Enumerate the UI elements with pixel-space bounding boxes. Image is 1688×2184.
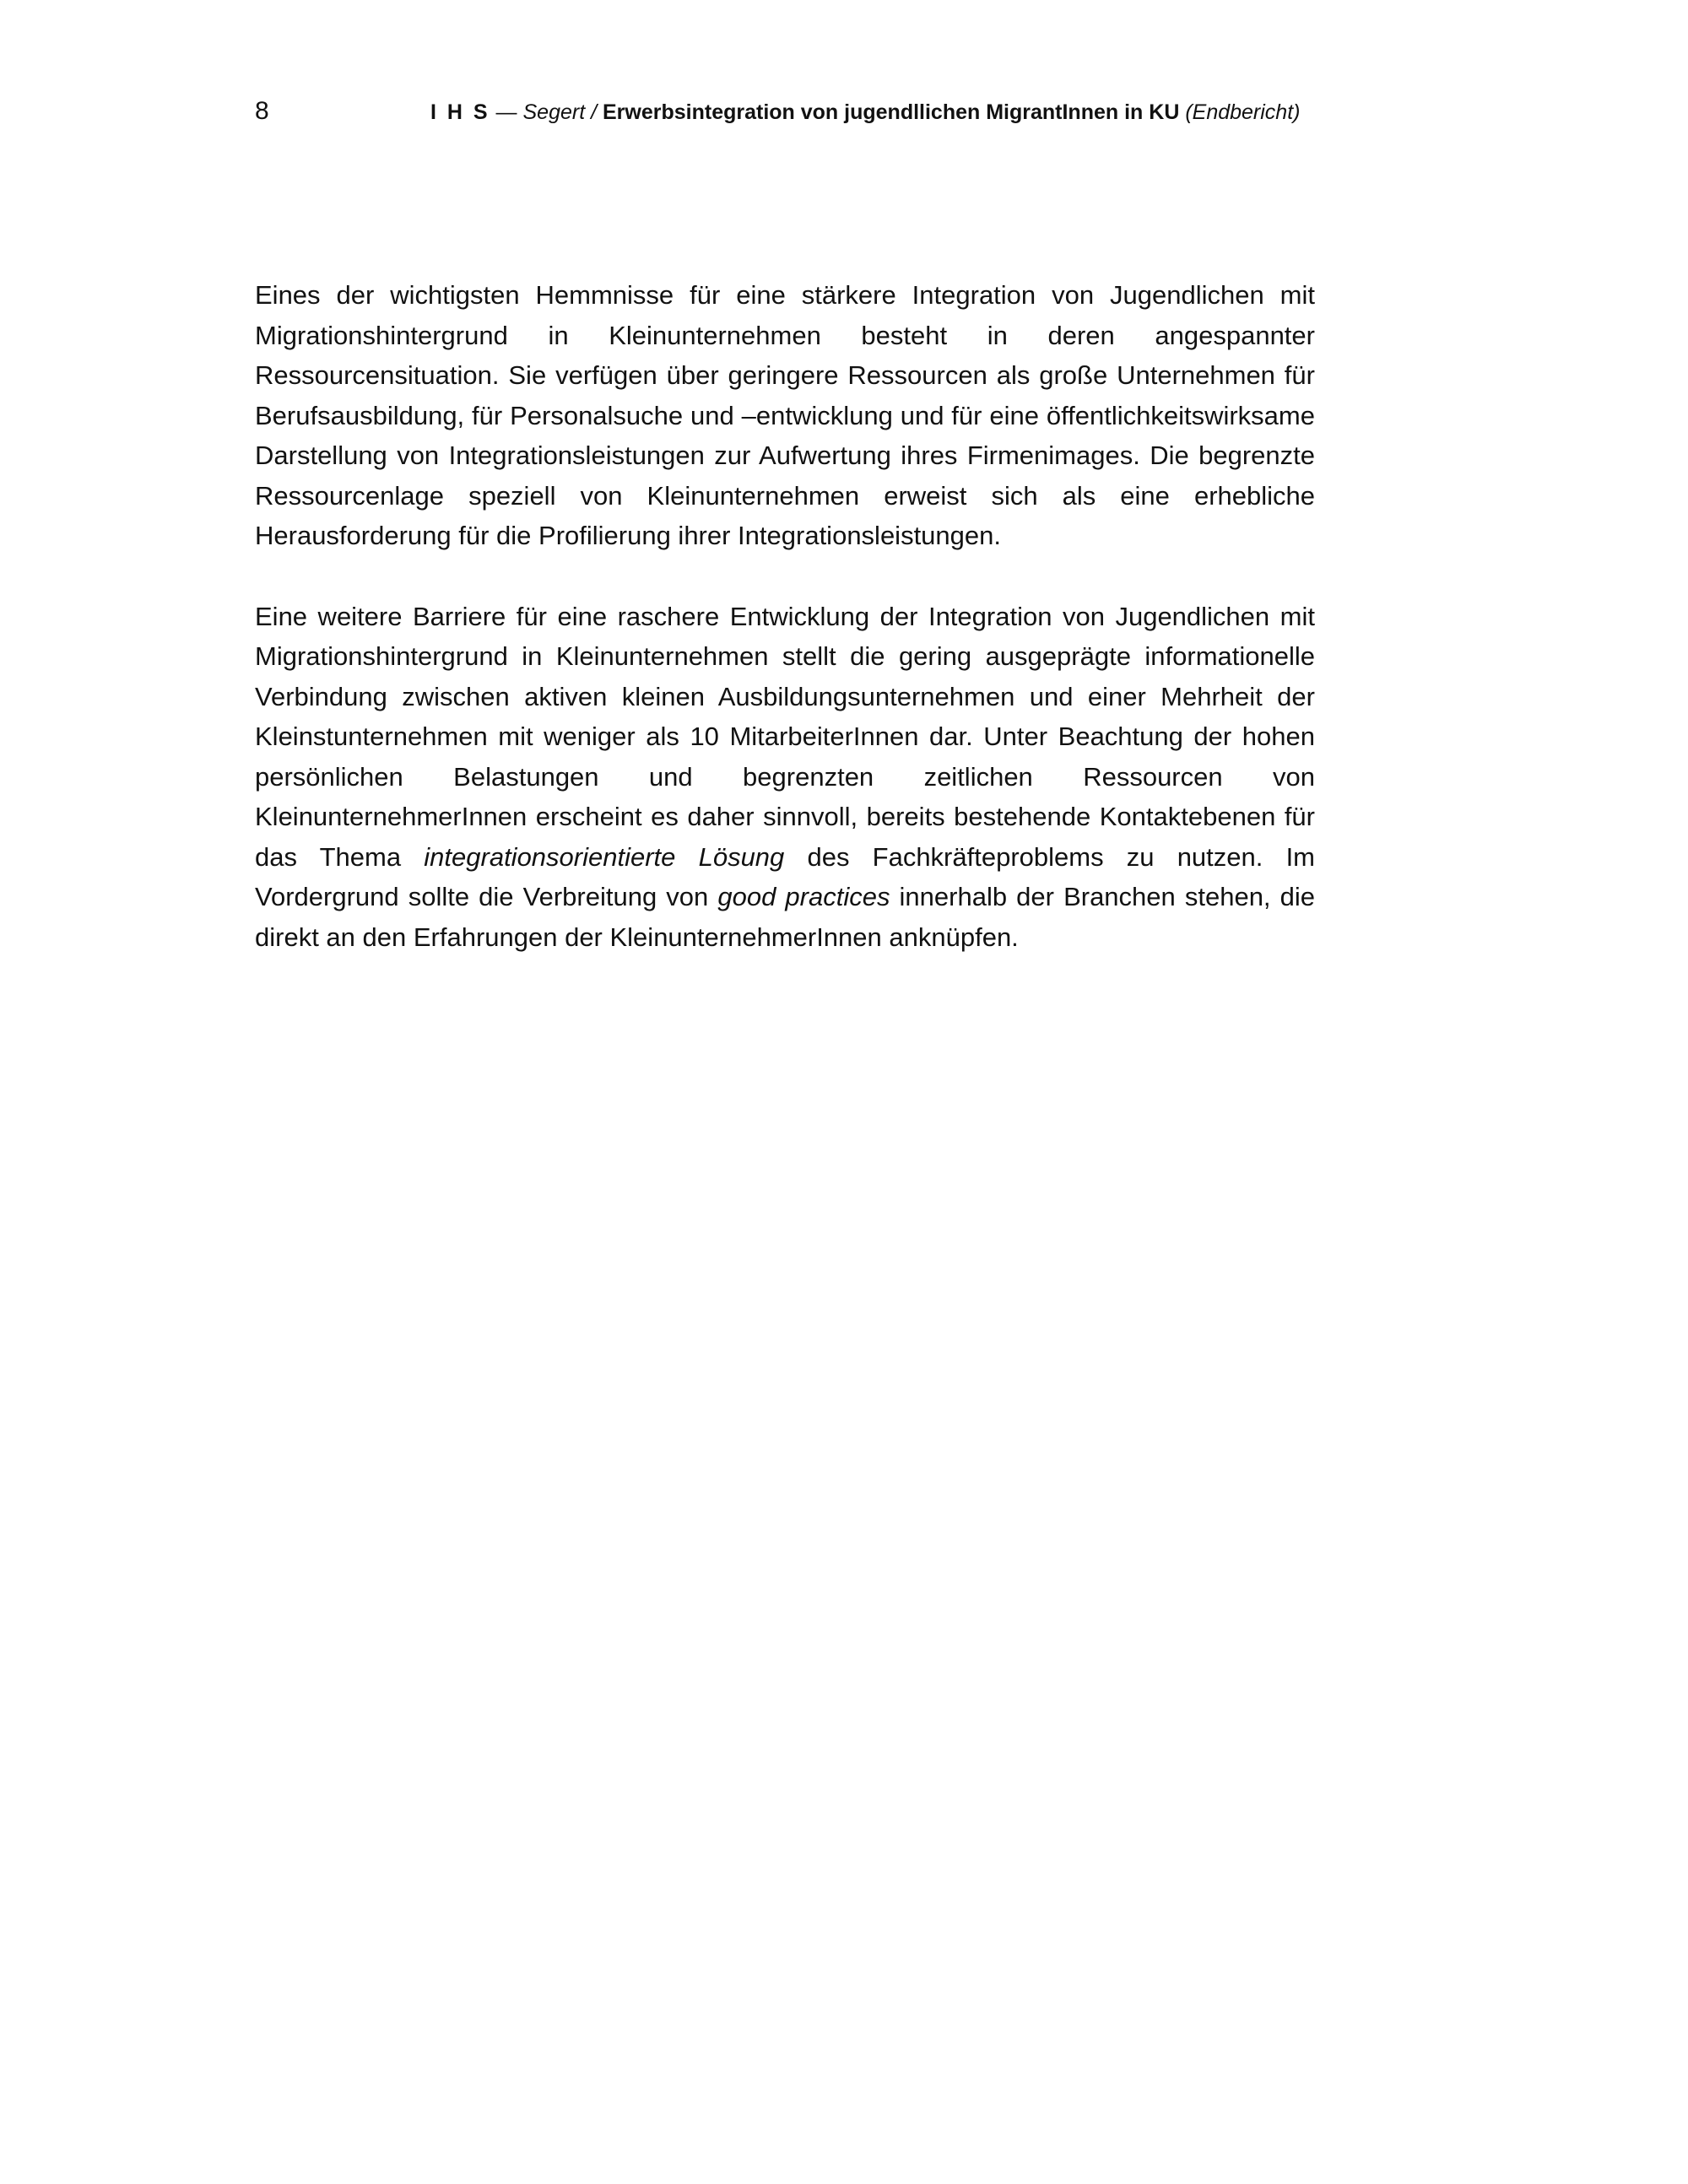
paragraph-information-barrier <box>255 597 1315 958</box>
header-title: Erwerbsintegration von jugendllichen MigrantInnen in KU <box>597 100 1186 124</box>
running-header <box>430 98 1300 127</box>
page-number: 8 <box>255 97 269 125</box>
header-org: I H S <box>430 100 490 124</box>
paragraph-resource-situation: Eines der wichtigsten Hemmnisse für eine stärkere Integration von Jugendlichen mit Migrationshintergrund in Kleinunternehmen besteht in deren angespannter Ressourcensituation. Sie verfügen über geringere Ressourcen als große Unternehmen für Berufsausbildung, für Personalsuche und –entwicklung und für eine öffentlichkeitswirksame Darstellung von Integrationsleistungen zur Aufwertung ihres Firmenimages. Die begrenzte Ressourcenlage speziell von Kleinunternehmen erweist sich als eine erhebliche Herausforderung für die Profilierung ihrer Integrationsleistungen. <box>255 280 1315 550</box>
paragraph-text-part-2: des Fachkräfteproblems zu nutzen. Im Vordergrund sollte die Verbreitung von <box>255 841 1316 911</box>
emphasis-good-practices: good practices <box>717 882 890 911</box>
header-author: Segert / <box>522 100 598 124</box>
header-dash: — <box>490 100 523 124</box>
paragraph-text-part-1: Eine weitere Barriere für eine raschere Entwicklung der Integration von Jugendlichen mit Migrationshintergrund in Kleinunternehmen stellt die gering ausgeprägte informationelle Verbindung zwischen aktiven kleinen Ausbildungsunternehmen und einer Mehrheit der Kleinstunternehmen mit weniger als 10 MitarbeiterInnen dar. Unter Beachtung der hohen persönlichen Belastungen und begrenzten zeitlichen Ressourcen von KleinunternehmerInnen erscheint es daher sinnvoll, bereits bestehende Kontaktebenen für das Thema <box>255 601 1315 872</box>
paragraph-text-part-3: innerhalb der Branchen stehen, die direkt an den Erfahrungen der KleinunternehmerInnen anknüpfen. <box>255 882 1316 952</box>
header-status: (Endbericht) <box>1185 100 1301 124</box>
emphasis-integration-solution: integrationsorientierte Lösung <box>424 841 785 872</box>
body-text <box>255 275 1315 957</box>
